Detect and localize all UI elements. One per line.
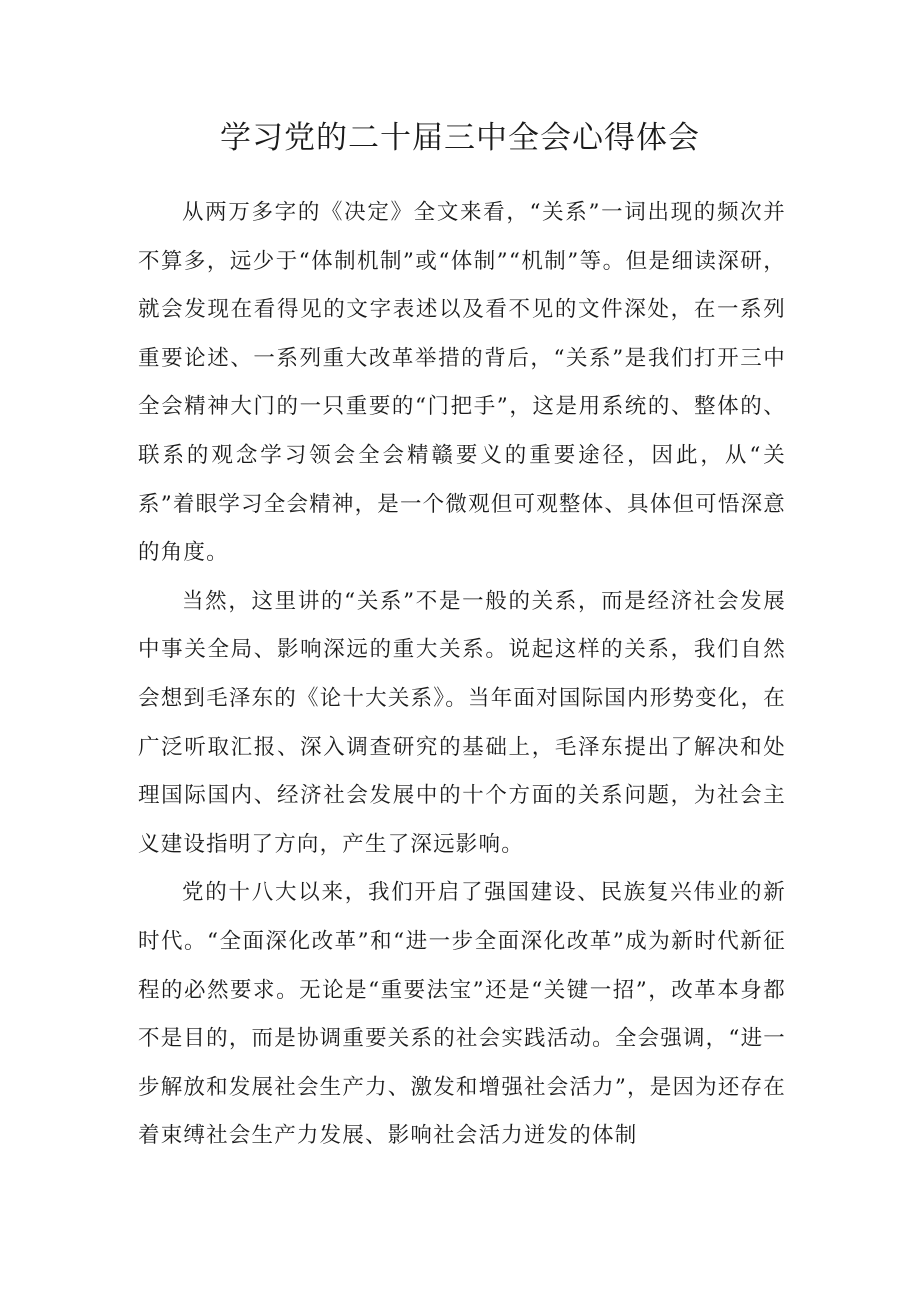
document-title: 学习党的二十届三中全会心得体会 (220, 120, 700, 156)
paragraph-1: 从两万多字的《决定》全文来看，“关系”一词出现的频次并不算多，远少于“体制机制”或“体制”“机制”等。但是细读深研，就会发现在看得见的文字表述以及看不见的文件深处，在一系列重要论述、一系列重大改革举措的背后，“关系”是我们打开三中全会精神大门的一只重要的“门把手”，这是用系统的、整体的、联系的观念学习领会全会精赣要义的重要途径，因此，从“关系”着眼学习全会精神，是一个微观但可观整体、具体但可悟深意的角度。 (138, 200, 786, 566)
paragraph-3: 党的十八大以来，我们开启了强国建设、民族复兴伟业的新时代。“全面深化改革”和“进一步全面深化改革”成为新时代新征程的必然要求。无论是“重要法宝”还是“关键一招”，改革本身都不是目的，而是协调重要关系的社会实践活动。全会强调，“进一步解放和发展社会生产力、激发和增强社会活力”，是因为还存在着束缚社会生产力发展、影响社会活力迸发的体制 (138, 880, 786, 1149)
document-body (138, 189, 786, 1161)
paragraph-2: 当然，这里讲的“关系”不是一般的关系，而是经济社会发展中事关全局、影响深远的重大关系。说起这样的关系，我们自然会想到毛泽东的《论十大关系》。当年面对国际国内形势变化，在广泛听取汇报、深入调查研究的基础上，毛泽东提出了解决和处理国际国内、经济社会发展中的十个方面的关系问题，为社会主义建设指明了方向，产生了深远影响。 (138, 588, 786, 857)
